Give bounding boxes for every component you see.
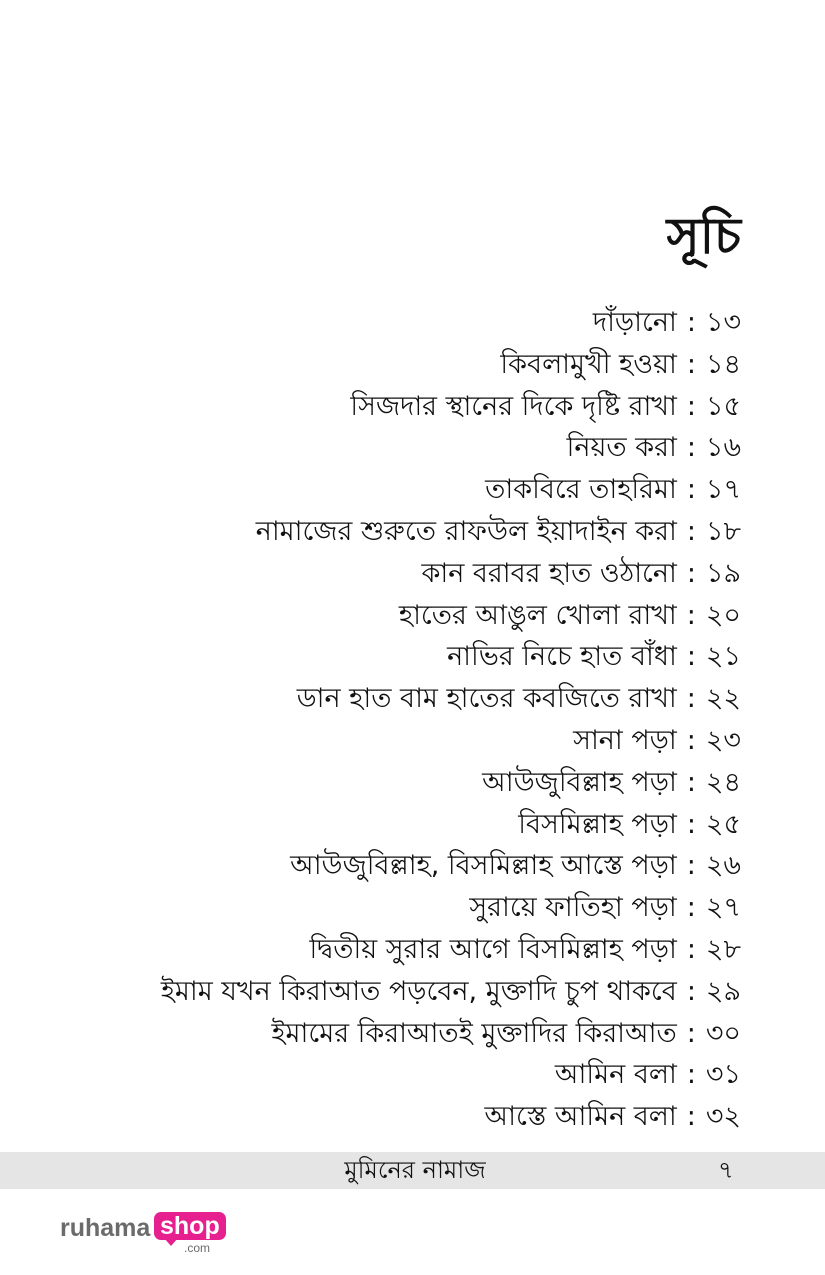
toc-entry-page: ১৩ — [705, 307, 741, 338]
toc-separator: : — [686, 307, 696, 338]
toc-entry-page: ২৪ — [705, 766, 741, 798]
toc-entry-page: ২৮ — [705, 933, 741, 965]
toc-entry-title: নাভির নিচে হাত বাঁধা — [447, 641, 677, 673]
toc-entry — [161, 386, 741, 428]
logo-domain-suffix: .com — [184, 1241, 211, 1255]
toc-entry — [161, 511, 741, 553]
toc-separator: : — [686, 348, 696, 380]
toc-separator: : — [686, 474, 696, 506]
toc-entry-page: ৩০ — [705, 1017, 741, 1049]
toc-entry-title: আউজুবিল্লাহ পড়া — [482, 766, 677, 798]
toc-separator: : — [686, 557, 696, 589]
toc-entry-page: ২৫ — [705, 808, 741, 840]
toc-entry-title: সুরায়ে ফাতিহা পড়া — [469, 892, 677, 924]
toc-entry — [161, 887, 741, 929]
logo-shop-badge: shop — [154, 1212, 226, 1240]
toc-entry — [161, 762, 741, 804]
footer-page-number: ৭ — [718, 1156, 734, 1184]
toc-entry — [161, 595, 741, 637]
toc-entry-title: নামাজের শুরুতে রাফউল ইয়াদাইন করা — [255, 515, 677, 547]
table-of-contents — [161, 302, 741, 1138]
toc-entry — [161, 1013, 741, 1055]
toc-entry-title: হাতের আঙুল খোলা রাখা — [398, 599, 677, 631]
toc-entry-page: ২৬ — [705, 850, 741, 882]
toc-separator: : — [686, 1017, 696, 1049]
toc-separator: : — [686, 390, 696, 422]
toc-entry — [161, 971, 741, 1013]
toc-separator: : — [686, 766, 696, 798]
toc-entry — [161, 636, 741, 678]
toc-separator: : — [686, 515, 696, 547]
toc-entry-page: ১৮ — [705, 515, 741, 547]
toc-entry — [161, 1096, 741, 1138]
toc-entry — [161, 720, 741, 762]
toc-separator: : — [686, 599, 696, 631]
toc-entry-title: বিসমিল্লাহ পড়া — [518, 808, 677, 840]
toc-entry — [161, 302, 741, 344]
toc-entry-title: দ্বিতীয় সুরার আগে বিসমিল্লাহ পড়া — [309, 933, 677, 965]
toc-separator: : — [686, 850, 696, 882]
toc-entry — [161, 553, 741, 595]
toc-separator: : — [686, 1101, 696, 1133]
toc-entry-page: ১৬ — [705, 432, 741, 464]
footer-book-title: মুমিনের নামাজ — [344, 1156, 486, 1184]
toc-entry-title: দাঁড়ানো — [592, 307, 677, 338]
toc-entry-page: ১৪ — [705, 348, 741, 380]
toc-separator: : — [686, 432, 696, 464]
toc-entry-page: ২৭ — [705, 892, 741, 924]
toc-entry-page: ১৫ — [705, 390, 741, 422]
toc-entry-title: কিবলামুখী হওয়া — [500, 348, 677, 380]
toc-entry — [161, 845, 741, 887]
toc-separator: : — [686, 975, 696, 1007]
toc-entry-page: ৩১ — [705, 1059, 741, 1091]
toc-separator: : — [686, 724, 696, 756]
toc-entry-page: ২০ — [705, 599, 741, 631]
toc-entry-title: ইমাম যখন কিরাআত পড়বেন, মুক্তাদি চুপ থাকবে — [160, 975, 677, 1007]
toc-entry — [161, 469, 741, 511]
toc-separator: : — [686, 892, 696, 924]
toc-entry-title: আউজুবিল্লাহ, বিসমিল্লাহ আস্তে পড়া — [290, 850, 677, 882]
toc-entry-page: ২২ — [705, 683, 741, 715]
toc-entry-page: ২৩ — [705, 724, 741, 756]
toc-entry — [161, 678, 741, 720]
toc-entry-title: ইমামের কিরাআতই মুক্তাদির কিরাআত — [271, 1017, 677, 1049]
toc-entry-page: ১৯ — [705, 557, 741, 589]
toc-entry-title: সিজদার স্থানের দিকে দৃষ্টি রাখা — [350, 390, 677, 422]
toc-separator: : — [686, 933, 696, 965]
toc-entry-page: ২১ — [705, 641, 741, 673]
toc-entry — [161, 929, 741, 971]
toc-separator: : — [686, 808, 696, 840]
toc-entry-title: আস্তে আমিন বলা — [484, 1101, 677, 1133]
toc-entry-title: কান বরাবর হাত ওঠানো — [421, 557, 677, 589]
toc-entry-title: সানা পড়া — [573, 724, 677, 756]
speech-bubble-tail-icon — [164, 1238, 178, 1246]
toc-entry-title: নিয়ত করা — [566, 432, 677, 464]
page-title: সূচি — [666, 207, 741, 265]
toc-separator: : — [686, 683, 696, 715]
toc-entry-title: তাকবিরে তাহরিমা — [485, 474, 677, 506]
toc-entry-page: ২৯ — [705, 975, 741, 1007]
toc-entry — [161, 344, 741, 386]
toc-entry — [161, 427, 741, 469]
toc-entry — [161, 1054, 741, 1096]
toc-entry-page: ১৭ — [705, 474, 741, 506]
toc-entry-title: ডান হাত বাম হাতের কবজিতে রাখা — [296, 683, 677, 715]
logo-wordmark: ruhama — [60, 1214, 151, 1242]
footer-band — [0, 1152, 825, 1189]
toc-separator: : — [686, 641, 696, 673]
toc-separator: : — [686, 1059, 696, 1091]
toc-entry-page: ৩২ — [705, 1101, 741, 1133]
toc-entry — [161, 804, 741, 846]
toc-entry-title: আমিন বলা — [554, 1059, 677, 1091]
